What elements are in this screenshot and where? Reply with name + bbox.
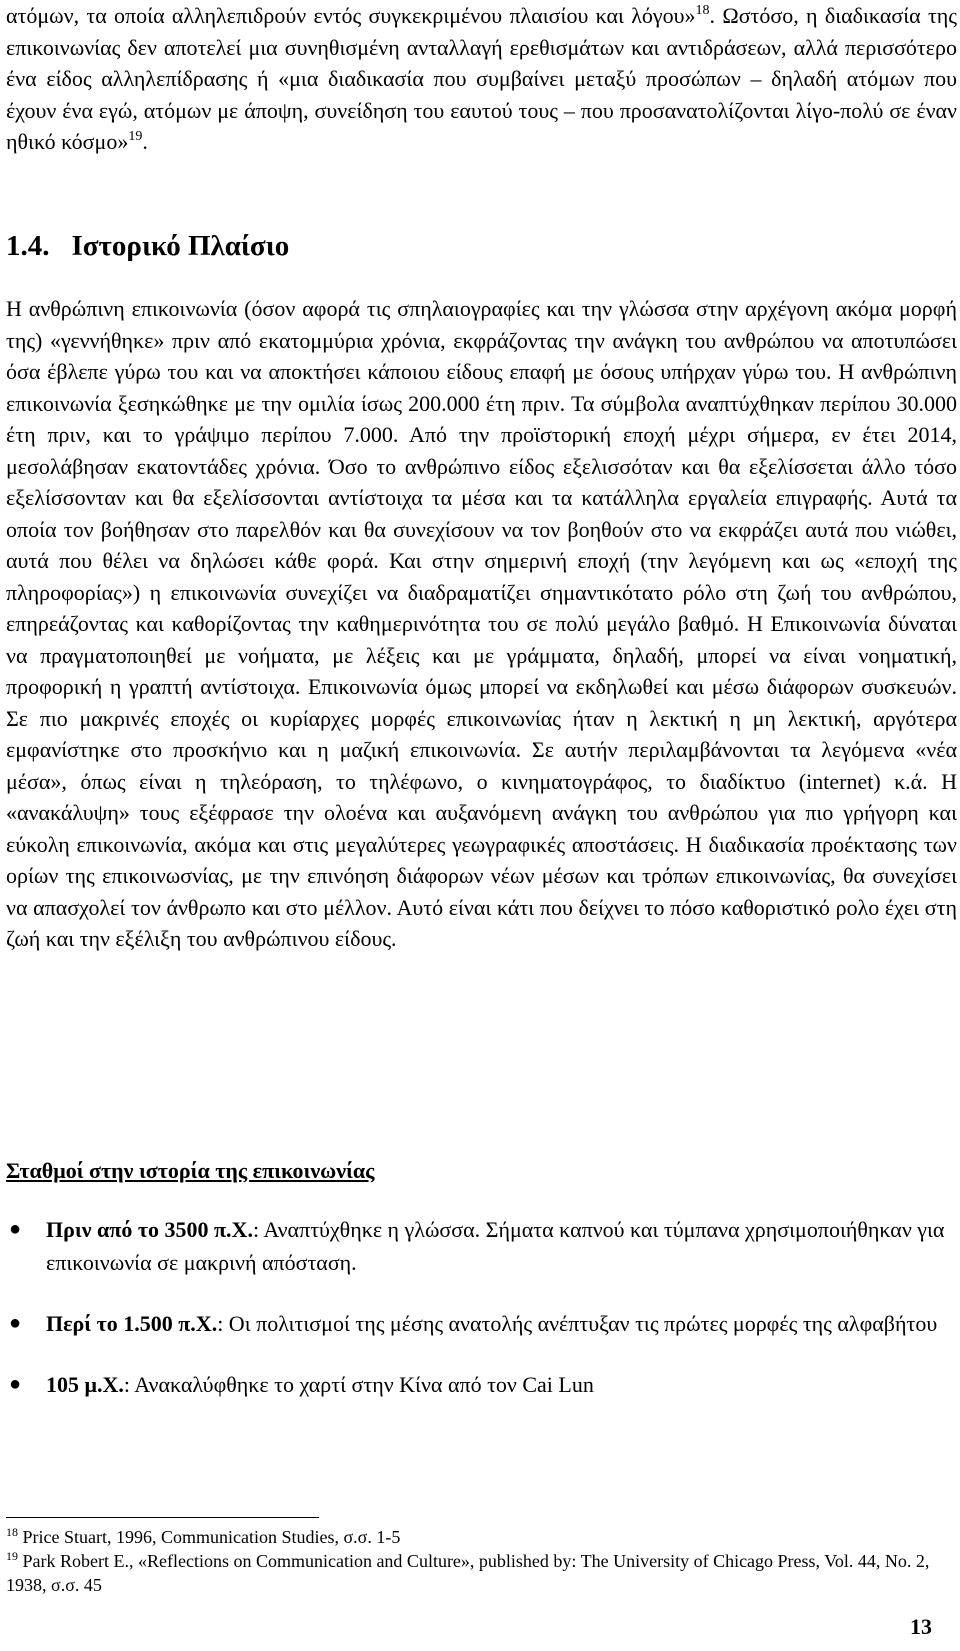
footnotes	[6, 1525, 957, 1597]
milestone-date: 105 μ.Χ.	[46, 1372, 124, 1397]
list-item	[6, 1307, 957, 1340]
footnote-number: 19	[6, 1549, 18, 1563]
milestones-title: Σταθμοί στην ιστορία της επικοινωνίας	[6, 1158, 375, 1183]
intro-text-end: .	[142, 129, 148, 154]
bullet-icon: ●	[9, 1218, 22, 1240]
milestone-date: Πριν από το 3500 π.Χ.	[46, 1217, 253, 1242]
footnote-19	[6, 1549, 957, 1597]
list-item	[6, 1368, 957, 1401]
footnote-text: Park Robert E., «Reflections on Communication and Culture», published by: The University of Chicago Press, Vol. 44, No. 2, 1938, σ.σ. 45	[6, 1551, 930, 1595]
bullet-icon: ●	[9, 1312, 22, 1334]
section-heading	[6, 226, 289, 266]
milestone-text: : Ανακαλύφθηκε το χαρτί στην Κίνα από τον Cai Lun	[123, 1372, 594, 1397]
milestone-date: Περί το 1.500 π.Χ.	[46, 1311, 218, 1336]
intro-text-middle: . Ωστόσο, η διαδικασία της επικοινωνίας δεν αποτελεί μια συνηθισμένη ανταλλαγή ερεθισμάτων και αντιδράσεων, αλλά περισσότερο ένα είδος αλληλεπίδρασης ή «μια διαδικασία που συμβαίνει μεταξύ προσώπων – δηλαδή ατόμων που έχουν ένα εγώ, ατόμων με άποψη, συνείδηση του εαυτού τους – που προσανατολίζονται λίγο-πολύ σε έναν ηθικό κόσμο»	[6, 3, 958, 154]
footnote-text: Price Stuart, 1996, Communication Studies, σ.σ. 1-5	[18, 1527, 401, 1547]
list-item	[6, 1213, 957, 1279]
page-number: 13	[910, 1614, 932, 1639]
milestones-list	[6, 1213, 957, 1429]
intro-paragraph	[6, 0, 957, 158]
footnote-ref-18[interactable]: 18	[695, 3, 710, 18]
body-paragraph: Η ανθρώπινη επικοινωνία (όσον αφορά τις σπηλαιογραφίες και την γλώσσα στην αρχέγονη ακόμα μορφή της) «γεννήθηκε» πριν από εκατομμύρια χρόνια, εκφράζοντας την ανάγκη του ανθρώπου να αποτυπώσει όσα έβλεπε γύρω του και να αποκτήσει κάποιου είδους επαφή με όσους υπήρχαν γύρω του. Η ανθρώπινη επικοινωνία ξεσηκώθηκε με την ομιλία ίσως 200.000 έτη πριν. Τα σύμβολα αναπτύχθηκαν περίπου 30.000 έτη πριν, και το γράψιμο περίπου 7.000. Από την προϊστορική εποχή μέχρι σήμερα, εν έτει 2014, μεσολάβησαν εκατοντάδες χρόνια. Όσο το ανθρώπινο είδος εξελισσόταν και θα εξελίσσεται άλλο τόσο εξελίσσονταν και θα εξελίσσονται αντίστοιχα τα μέσα και τα κατάλληλα εργαλεία επιγραφής. Αυτά τα οποία τον βοήθησαν στο παρελθόν και θα συνεχίσουν να τον βοηθούν στο να εκφράζει αυτά που νιώθει, αυτά που θέλει να δηλώσει κάθε φορά. Και στην σημερινή εποχή (την λεγόμενη και ως «εποχή της πληροφορίας») η επικοινωνία συνεχίζει να διαδραματίζει σημαντικότατο ρόλο στη ζωή του ανθρώπου, επηρεάζοντας και καθορίζοντας την καθημερινότητα του σε πολύ μεγάλο βαθμό. Η Επικοινωνία δύναται να πραγματοποιηθεί με νοήματα, με λέξεις και με γράμματα, δηλαδή, μπορεί να είναι νοηματική, προφορική η γραπτή αντίστοιχα. Επικοινωνία όμως μπορεί να εκδηλωθεί και μέσω διάφορων συσκευών. Σε πιο μακρινές εποχές οι κυρίαρχες μορφές επικοινωνίας ήταν η λεκτική η μη λεκτική, αργότερα εμφανίστηκε στο προσκήνιο και η μαζική επικοινωνία. Σε αυτήν περιλαμβάνονται τα λεγόμενα «νέα μέσα», όπως είναι η τηλεόραση, το τηλέφωνο, ο κινηματογράφος, το διαδίκτυο (internet) κ.ά. Η «ανακάλυψη» τους εξέφρασε την ολοένα και αυξανόμενη ανάγκη του ανθρώπου για πιο γρήγορη και εύκολη επικοινωνία, ακόμα και στις μεγαλύτερες γεωγραφικές αποστάσεις. Η διαδικασία προέκτασης των ορίων της επικοινωσνίας, με την επινόηση διάφορων νέων μέσων και τρόπων επικοινωνίας, θα συνεχίσει να απασχολεί τον άνθρωπο και στο μέλλον. Αυτό είναι κάτι που δείχνει το πόσο καθοριστικό ρολο έχει στη ζωή και την εξέλιξη του ανθρώπινου είδους.	[6, 296, 957, 951]
intro-text-start: ατόμων, τα οποία αλληλεπιδρούν εντός συγκεκριμένου πλαισίου και λόγου»	[6, 3, 696, 28]
milestone-text: : Αναπτύχθηκε η γλώσσα. Σήματα καπνού και τύμπανα χρησιμοποιήθηκαν για επικοινωνία σε μακρινή απόσταση.	[46, 1217, 945, 1275]
footnote-divider	[6, 1517, 319, 1518]
section-number: 1.4.	[6, 230, 50, 262]
footnote-ref-19[interactable]: 19	[128, 129, 143, 144]
footnote-number: 18	[6, 1525, 18, 1539]
footnote-18	[6, 1525, 957, 1549]
bullet-icon: ●	[9, 1373, 22, 1395]
section-title: Ιστορικό Πλαίσιο	[71, 230, 290, 262]
milestone-text: : Οι πολιτισμοί της μέσης ανατολής ανέπτυξαν τις πρώτες μορφές της αλφαβήτου	[217, 1311, 938, 1336]
